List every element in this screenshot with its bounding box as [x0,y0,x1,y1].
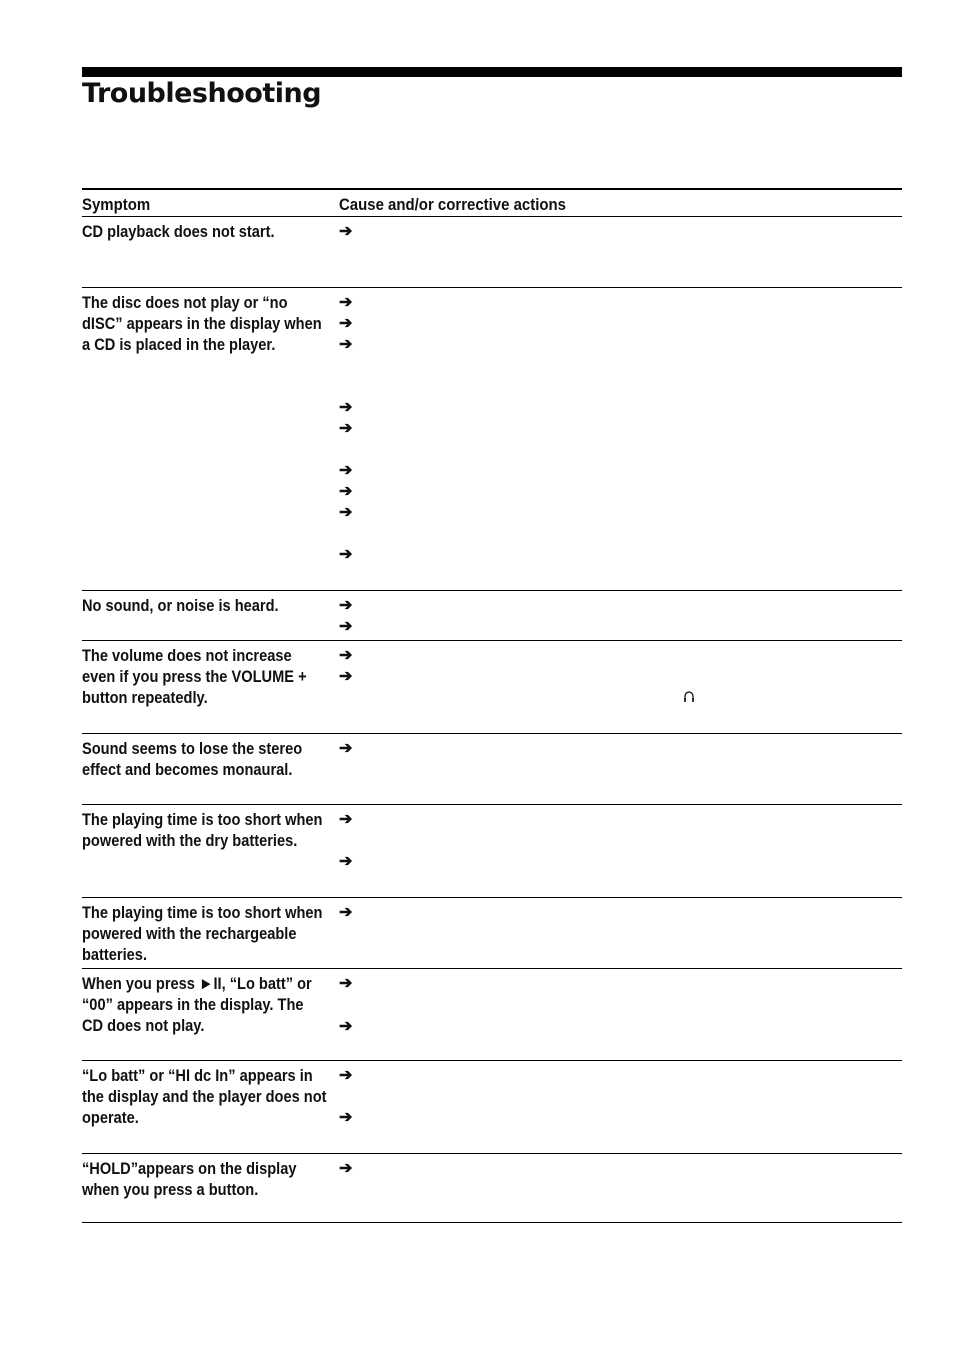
arrow-icon: ➔ [339,546,353,563]
symptom-text: The playing time is too short when powered with the dry batteries. [82,810,323,850]
arrow-icon: ➔ [339,483,353,500]
arrow-icon: ➔ [339,904,353,921]
table-row [82,217,902,288]
arrow-icon: ➔ [339,853,353,870]
symptom-column-header: Symptom [82,195,151,214]
troubleshooting-table [82,188,902,1223]
symptom-text: The playing time is too short when powered with the rechargeable batteries. [82,903,323,964]
symptom-text: No sound, or noise is heard. [82,596,279,615]
symptom-text: The disc does not play or “no dISC” appears in the display when a CD is placed in the player. [82,293,322,354]
arrow-icon: ➔ [339,1160,353,1177]
arrow-icon: ➔ [339,740,353,757]
table-row [82,734,902,805]
symptom-text: When you press ►II, “Lo batt” or “00” appears in the display. The CD does not play. [82,974,312,1035]
arrow-icon: ➔ [339,1018,353,1035]
arrow-icon: ➔ [339,504,353,521]
arrow-icon: ➔ [339,597,353,614]
arrow-icon: ➔ [339,1067,353,1084]
title-rule [82,67,902,77]
table-row [82,1061,902,1154]
table-row [82,641,902,734]
arrow-icon: ➔ [339,336,353,353]
arrow-icon: ➔ [339,223,353,240]
arrow-icon: ➔ [339,462,353,479]
arrow-icon: ➔ [339,975,353,992]
arrow-icon: ➔ [339,647,353,664]
arrow-icon: ➔ [339,1109,353,1126]
arrow-icon: ➔ [339,294,353,311]
arrow-icon: ➔ [339,399,353,416]
arrow-icon: ➔ [339,315,353,332]
symptom-text: “Lo batt” or “HI dc In” appears in the display and the player does not operate. [82,1066,327,1127]
headphone-icon [683,689,695,703]
arrow-icon: ➔ [339,811,353,828]
symptom-text: CD playback does not start. [82,222,275,241]
table-row [82,288,902,591]
table-header-row [82,188,902,217]
table-row [82,591,902,641]
table-row [82,805,902,898]
symptom-text: “HOLD”appears on the display when you press a button. [82,1159,297,1199]
table-row [82,1154,902,1223]
arrow-icon: ➔ [339,668,353,685]
arrow-icon: ➔ [339,618,353,635]
cause-column-header: Cause and/or corrective actions [339,195,566,214]
symptom-text: The volume does not increase even if you press the VOLUME + button repeatedly. [82,646,307,707]
symptom-text: Sound seems to lose the stereo effect and becomes monaural. [82,739,303,779]
table-row [82,898,902,969]
page-title: Troubleshooting [82,78,322,109]
table-row [82,969,902,1061]
arrow-icon: ➔ [339,420,353,437]
